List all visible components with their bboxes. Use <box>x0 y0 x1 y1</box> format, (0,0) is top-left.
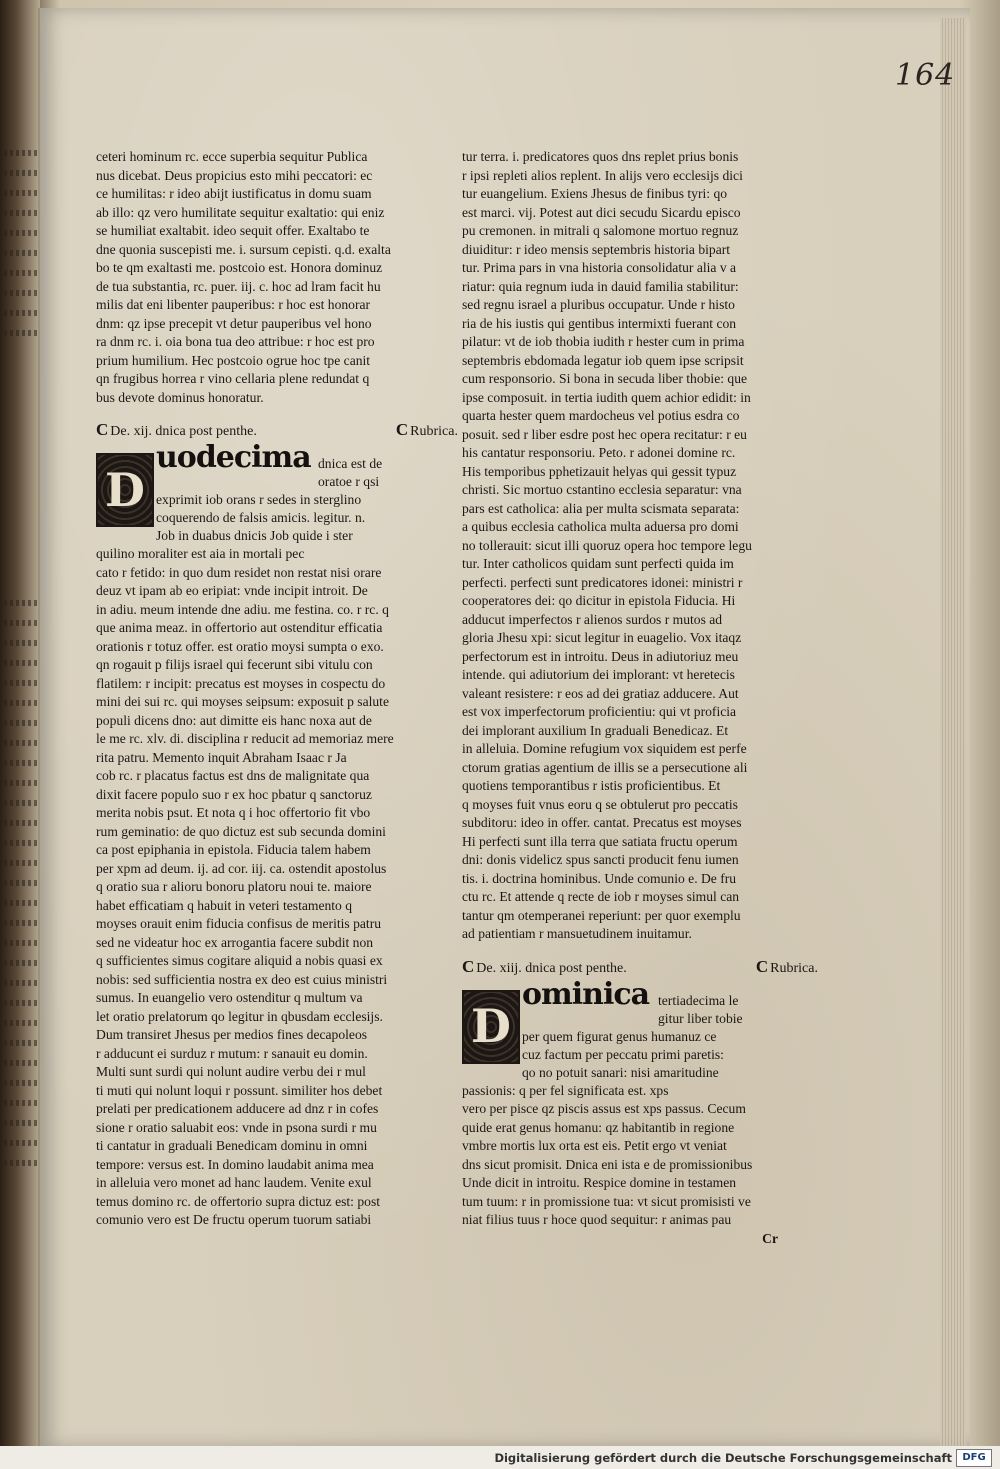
text-line: in alleluia vero monet ad hanc laudem. Venite exul <box>96 1175 372 1190</box>
text-line: dixit facere populo suo r ex hoc pbatur q sanctoruz <box>96 786 372 802</box>
text-line: r ipsi repleti alios replent. In alijs vero ecclesijs dici <box>462 167 743 183</box>
text-line: oratoe r qsi <box>318 474 380 489</box>
text-line: pars est catholica: alia per multa scismata separata: <box>462 500 740 516</box>
text-line: temus domino rc. de offertorio supra dictuz est: post <box>96 1193 381 1209</box>
text-line: riatur: quia regnum iuda in dauid familia stabilitur: <box>462 278 739 294</box>
folio-number: 164 <box>895 58 956 93</box>
text-line: vero per pisce qz piscis assus est xps passus. Cecum <box>462 1101 746 1116</box>
footer-credit: Digitalisierung gefördert durch die Deutsche Forschungsgemeinschaft <box>494 1451 952 1465</box>
text-line: deuz vt ipam ab eo eripiat: vnde incipit introit. De <box>96 583 368 598</box>
text-line: Dum transiret Jhesus per medios fines decapoleos <box>96 1027 368 1042</box>
text-line: tertiadecima le <box>658 992 739 1008</box>
text-line: r adducunt ei surduz r mutum: r sanauit eu domin. <box>96 1045 368 1061</box>
text-line: quarta hester quem mardocheus vel potius esdra co <box>462 408 740 423</box>
opening-word: ominica <box>522 976 650 1012</box>
catchword: Cr <box>762 1230 778 1246</box>
text-line: sed regnu israel a pluribus occupatur. Unde r histo <box>462 297 735 312</box>
decorated-initial: D <box>462 990 520 1064</box>
text-line: bo te qm exaltasti me. postcoio est. Honora dominuz <box>96 260 383 275</box>
text-line: qn rogauit p filijs israel qui fecerunt sibi vitulu con <box>96 657 373 672</box>
text-line: tur. Prima pars in vna historia consolidatur alia v a <box>462 260 737 275</box>
text-line: ca post epiphania in epistola. Fiducia talem habem <box>96 842 371 857</box>
text-line: sione r oratio saluabit eos: vnde in psona surdi r mu <box>96 1119 377 1135</box>
text-line: adducut imperfectos r alienos surdos r mutos ad <box>462 611 723 627</box>
text-line: posuit. sed r liber esdre post hec opera recitatur: r eu <box>462 426 747 442</box>
text-line: comunio vero est De fructu operum tuorum satiabi <box>96 1212 372 1227</box>
text-line: valeant resistere: r eos ad dei gratiaz adducere. Aut <box>462 685 739 701</box>
left-rubric-label-wrap <box>396 421 458 442</box>
text-line: cato r fetido: in quo dum residet non restat nisi orare <box>96 564 382 580</box>
right-rubric-label: Rubrica. <box>770 960 818 976</box>
text-line: le me rc. xlv. di. disciplina r reducit ad memoriaz mere <box>96 731 394 746</box>
text-line: passionis: q per fel significata est. xps <box>462 1082 669 1098</box>
text-line: gitur liber tobie <box>658 1010 743 1026</box>
text-line: per quem figurat genus humanuz ce <box>522 1028 717 1044</box>
text-line: ad patientiam r mansuetudinem inuitamur. <box>462 926 692 941</box>
text-line: dei implorant auxilium In graduali Benedicaz. Et <box>462 722 729 738</box>
page-edges <box>940 18 966 1454</box>
text-line: dnm: qz ipse precepit vt detur pauperibus vel hono <box>96 315 372 331</box>
text-line: de tua substantia, rc. puer. iij. c. hoc ad lram facit hu <box>96 278 381 294</box>
text-line: christi. Sic mortuo cstantino ecclesia separatur: vna <box>462 482 742 497</box>
text-line: nobis: sed sufficientia nostra ex deo est cuius ministri <box>96 971 388 987</box>
text-line: per xpm ad deum. ij. ad cor. iij. ca. ostendit apostolus <box>96 860 387 876</box>
text-line: nus dicebat. Deus propicius esto mihi peccatori: ec <box>96 167 373 183</box>
text-line: quotiens temporantibus r istis proficientibus. Et <box>462 778 721 793</box>
left-opening <box>96 440 458 545</box>
pilcrow-icon: C <box>96 420 109 439</box>
text-line: dns sicut promisit. Dnica eni ista e de promissionibus <box>462 1156 753 1172</box>
text-line: subditoru: ideo in offer. cantat. Precatus est moyses <box>462 815 742 830</box>
left-top-text <box>96 148 458 407</box>
text-line: Hi perfecti sunt illa terra que satiata fructu operum <box>462 833 738 849</box>
text-line: que anima meaz. in offertorio aut ostenditur efficatia <box>96 620 383 635</box>
text-line: tantur qm otemperanei reperiunt: per quor exemplu <box>462 907 741 923</box>
text-line: ce humilitas: r ideo abijt iustificatus in domu suam <box>96 186 372 201</box>
text-line: quide erat genus homanu: qz habitantib in regione <box>462 1119 735 1135</box>
text-line: ti cantatur in graduali Benedicam dominu in omni <box>96 1138 368 1153</box>
text-line: tur. Inter catholicos quidam sunt perfecti quida im <box>462 556 734 571</box>
text-line: niat filius tuus r hoce quod sequitur: r animas pau <box>462 1212 732 1227</box>
text-line: septembris ebdomada legatur iob quem ipse scripsit <box>462 352 744 368</box>
right-top-text <box>462 148 818 944</box>
text-line: His temporibus pphetizauit helyas qui gessit typuz <box>462 463 737 479</box>
text-line: sed ne videatur hoc ex arrogantia facere subdit non <box>96 934 374 950</box>
left-rubric-heading <box>96 421 257 442</box>
text-line: diuiditur: r ideo mensis septembris historia bipart <box>462 241 731 257</box>
text-line: ctu rc. Et attende q recte de iob r moyses simul can <box>462 889 740 904</box>
text-line: intende. qui adiutorium dei implorant: vt heretecis <box>462 667 735 682</box>
text-line: q moyses fuit vnus eoru q se obtulerut pro peccatis <box>462 796 738 812</box>
text-line: Job in duabus dnicis Job quide i ster <box>156 528 353 543</box>
left-rubric-title: De. xij. dnica post penthe. <box>110 424 257 439</box>
text-line: rita patru. Memento inquit Abraham Isaac r Ja <box>96 749 347 765</box>
text-line: milis dat eni libenter pauperibus: r hoc est honorar <box>96 297 371 312</box>
text-line: cuz factum per peccatu primi paretis: <box>522 1046 724 1062</box>
text-line: dne quonia suscepisti me. i. sursum cepisti. q.d. exalta <box>96 241 391 257</box>
text-line: merita nobis psut. Et nota q i hoc offertorio fit vbo <box>96 805 371 820</box>
text-line: Unde dicit in introitu. Respice domine in testamen <box>462 1175 737 1190</box>
left-column <box>96 148 458 1230</box>
text-line: tur terra. i. predicatores quos dns replet prius bonis <box>462 149 739 164</box>
digitization-footer <box>0 1446 1000 1469</box>
text-line: Multi sunt surdi qui nolunt audire verbu dei r mul <box>96 1064 366 1079</box>
text-line: sumus. In euangelio vero ostenditur q multum va <box>96 990 363 1005</box>
text-line: qo no potuit sanari: nisi amaritudine <box>522 1064 719 1080</box>
text-line: tum tuum: r in promissione tua: vt sicut promisisti ve <box>462 1193 751 1209</box>
text-line: cob rc. r placatus factus est dns de malignitate qua <box>96 768 370 783</box>
text-line: tempore: versus est. In domino laudabit anima mea <box>96 1156 374 1172</box>
text-line: ab illo: qz vero humilitate sequitur exaltatio: qui eniz <box>96 204 385 220</box>
text-line: populi dicens dno: aut dimitte eis hanc noxa aut de <box>96 712 372 728</box>
text-line: coquerendo de falsis amicis. legitur. n. <box>156 510 366 525</box>
text-line: q sufficientes simus cogitare aliquid a nobis quasi ex <box>96 953 383 968</box>
text-line: tur euangelium. Exiens Jhesus de finibus tyri: qo <box>462 186 728 201</box>
text-line: qn frugibus horrea r vino cellaria plene redundat q <box>96 371 370 386</box>
text-line: in adiu. meum intende dne adiu. me festina. co. r rc. q <box>96 601 389 617</box>
text-line: rum geminatio: de quo dictuz est sub secunda domini <box>96 823 386 839</box>
opening-word: uodecima <box>156 440 311 475</box>
text-line: habet efficatiam q habuit in veteri testamento q <box>96 897 353 913</box>
pilcrow-icon: C <box>395 420 409 439</box>
text-line: orationis r totuz offer. est oratio moysi sumpta o exo. <box>96 638 384 654</box>
text-line: prium humilium. Hec postcoio ogrue hoc tpe canit <box>96 352 371 368</box>
text-line: mini dei sui rc. qui moyses seipsum: exposuit p salute <box>96 694 389 709</box>
right-body-text <box>462 1082 818 1230</box>
text-line: ria de his iustis qui gentibus intermixti fuerant con <box>462 315 737 331</box>
left-rubric-label: Rubrica. <box>410 424 458 439</box>
text-line: tis. i. doctrina hominibus. Unde comunio e. De fru <box>462 870 737 886</box>
right-opening <box>462 976 818 1082</box>
text-line: cum responsorio. Si bona in secuda liber thobie: que <box>462 371 748 386</box>
text-line: ceteri hominum rc. ecce superbia sequitur Publica <box>96 149 368 164</box>
right-column <box>462 148 818 1248</box>
text-line: prelati per predicationem adducere ad dnz r in cofes <box>96 1101 379 1116</box>
text-line: his cantatur responsoriu. Peto. r adonei domine rc. <box>462 445 736 460</box>
text-line: cooperatores dei: qo dicitur in epistola Fiducia. Hi <box>462 593 736 608</box>
text-line: vmbre mortis lux orta est eis. Petit ergo vt veniat <box>462 1138 727 1153</box>
text-line: ipse composuit. in tertia iudith quem achior edidit: in <box>462 389 751 405</box>
right-rubric-heading <box>462 958 627 979</box>
text-line: est vox imperfectorum proficientiu: qui vt proficia <box>462 704 737 719</box>
text-line: pilatur: vt de iob thobia iudith r hester cum in prima <box>462 334 745 349</box>
text-line: dni: donis videlicz spus sancti producit fenu iumen <box>462 852 739 867</box>
text-line: ctorum gratias agentium de illis se a persecutione ali <box>462 759 748 775</box>
pilcrow-icon: C <box>755 956 769 976</box>
adjacent-page-edge <box>0 0 40 1469</box>
text-line: in alleluia. Domine refugium vox siquidem est perfe <box>462 741 747 756</box>
text-line: perfectorum est in introitu. Deus in adiutoriuz meu <box>462 648 739 664</box>
text-line: est marci. vij. Potest aut dici secudu Sicardu episco <box>462 204 741 220</box>
pilcrow-icon: C <box>462 956 475 976</box>
text-line: let oratio prelatorum qo legitur in qbusdam ecclesijs. <box>96 1008 383 1024</box>
text-line: ti muti qui nolunt loqui r possunt. similiter hos debet <box>96 1082 383 1098</box>
text-line: no tollerauit: sicut illi quoruz opera hoc tempore legu <box>462 537 752 553</box>
text-line: a quibus ecclesia catholica multa aduersa pro domi <box>462 519 739 534</box>
text-line: ra dnm rc. i. oia bona tua deo attribue: r hoc est pro <box>96 334 375 349</box>
text-line: perfecti. perfecti sunt predicatores idonei: ministri r <box>462 574 743 590</box>
text-line: quilino moraliter est aia in mortali pec <box>96 546 305 561</box>
decorated-initial: D <box>96 453 154 527</box>
right-rubric-label-wrap <box>756 958 818 979</box>
text-line: exprimit iob orans r sedes in sterglino <box>156 492 362 507</box>
right-rubric-title: De. xiij. dnica post penthe. <box>476 960 627 976</box>
text-line: q oratio sua r alioru bonoru platoru noui te. maiore <box>96 879 372 894</box>
text-line: bus devote dominus honoratur. <box>96 389 264 405</box>
text-line: flatilem: r incipit: precatus est moyses in cospectu do <box>96 675 386 691</box>
text-line: dnica est de <box>318 456 383 471</box>
left-body-text <box>96 545 458 1230</box>
text-line: moyses orauit enim fiducia confisus de meritis patru <box>96 916 382 931</box>
text-line: se humiliat exaltabit. ideo sequit offer. Exaltabo te <box>96 223 370 238</box>
text-line: gloria Jhesu xpi: sicut legitur in euagelio. Vox itaqz <box>462 630 742 645</box>
dfg-logo: DFG <box>956 1449 992 1467</box>
text-line: pu cremonen. in mitrali q salomone mortuo regnuz <box>462 223 739 238</box>
